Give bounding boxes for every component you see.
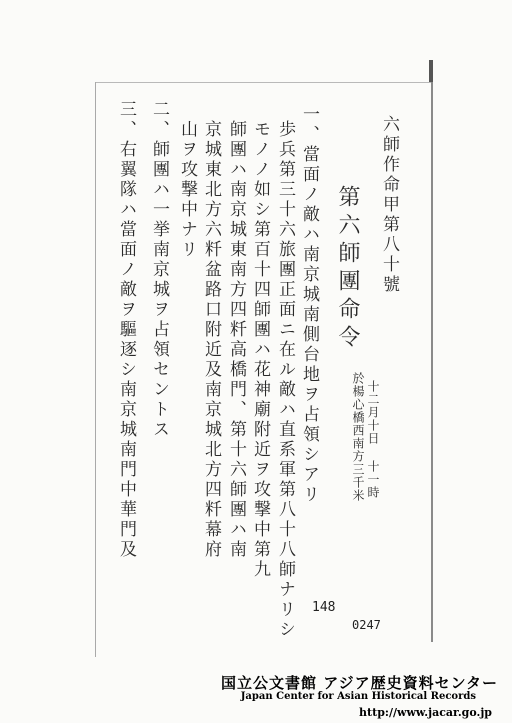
date-line: 十二月十日 十一時 xyxy=(366,380,380,499)
archive-name-en: Japan Center for Asian Historical Records xyxy=(240,691,476,702)
body-line-1: 一、當面ノ敵ハ南京城南側台地ヲ占領シアリ xyxy=(299,105,319,505)
page-number: 148 xyxy=(312,600,336,615)
body-line-4: 師團ハ南京城東南方四粁高橋門、第十六師團ハ南 xyxy=(226,120,246,560)
location-line: 於楊心橋西南方三千米 xyxy=(351,372,365,502)
binding-edge-mark xyxy=(429,60,433,82)
archive-name-ja: 国立公文書館 アジア歴史資料センター xyxy=(220,674,498,692)
right-margin-line xyxy=(431,82,433,642)
body-line-2: 歩兵第三十六旅團正面ニ在ル敵ハ直系軍第八十八師ナリシ xyxy=(275,120,295,640)
top-rule xyxy=(96,82,432,83)
body-line-8: 三、右翼隊ハ當面ノ敵ヲ驅逐シ南京城南門中華門及 xyxy=(116,100,136,560)
archive-url[interactable]: http://www.jacar.go.jp xyxy=(359,706,492,719)
body-line-3: モノノ如シ第百十四師團ハ花神廟附近ヲ攻撃中第九 xyxy=(250,120,270,580)
left-margin-line xyxy=(95,82,96,657)
body-line-6: 山ヲ攻撃中ナリ xyxy=(177,120,197,260)
body-line-7: 二、師團ハ一挙南京城ヲ占領セントス xyxy=(149,100,169,440)
document-id: 0247 xyxy=(352,618,381,632)
document-title: 第六師團命令 xyxy=(335,185,360,353)
body-line-5: 京城東北方六粁盆路口附近及南京城北方四粁幕府 xyxy=(201,120,221,560)
document-header: 六師作命甲第八十號 xyxy=(379,115,399,295)
